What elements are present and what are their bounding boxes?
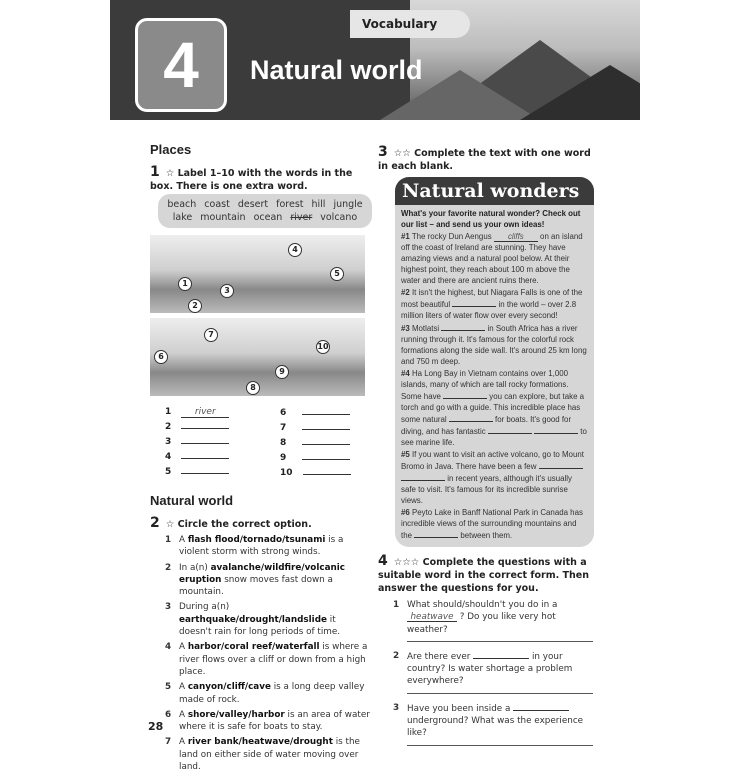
answer-line[interactable] — [407, 745, 593, 746]
places-heading: Places — [150, 142, 192, 157]
exercise-2-items — [165, 534, 370, 776]
blank-input[interactable] — [443, 390, 487, 399]
option-set[interactable]: canyon/cliff/cave — [187, 682, 271, 693]
page-number: 28 — [148, 720, 164, 733]
article-paragraph: #2 It isn't the highest, but Niagara Falls is one of the most beautiful in the world – over 2.8 million liters of water flow over every second! — [401, 288, 583, 320]
exercise-2-item: 4 A harbor/coral reef/waterfall is where a river flows over a cliff or down from a high place. — [165, 642, 368, 677]
article-title: Natural wonders — [395, 177, 594, 205]
blank-input[interactable] — [401, 472, 445, 481]
answer-input[interactable] — [181, 464, 229, 474]
exercise-1-instruction: 1 ☆ Label 1–10 with the words in the box. There is one extra word. — [150, 164, 353, 192]
blank-input[interactable] — [452, 298, 496, 307]
exercise-2-item: 7 A river bank/heatwave/drought is the land on either side of water moving over land. — [165, 737, 360, 773]
option-set[interactable]: river bank/heatwave/drought — [187, 737, 333, 748]
vocabulary-tab: Vocabulary — [350, 10, 470, 38]
answer-line[interactable] — [407, 641, 593, 642]
natural-wonders-article — [395, 177, 594, 547]
unit-number: 4 — [135, 18, 227, 112]
article-paragraph: #5 If you want to visit an active volcano, go to Mount Bromo in Java. There have been a few in recent years, although it's usually safe to visit. It's famous for its incredible sunrise views. — [401, 450, 584, 505]
option-set[interactable]: harbor/coral reef/waterfall — [187, 642, 320, 653]
blank-input[interactable]: cliffs — [494, 233, 538, 242]
exercise-4-questions: 1 What should/shouldn't you do in a heatwave ? Do you like very hot weather? 2 Are there ever in your country? Is water shortage a problem everywhere? 3 Have you been inside a underground? What was the experience like? — [393, 599, 598, 754]
blank-input[interactable] — [473, 650, 529, 659]
option-set[interactable]: avalanche/wildfire/volcanic eruption — [179, 562, 345, 585]
answers-col-1: 1 river 2 3 4 5 — [165, 405, 229, 479]
article-intro: What's your favorite natural wonder? Check out our list – and send us your own ideas! — [401, 209, 581, 229]
exercise-2-item: 3 During a(n) earthquake/drought/landslide it doesn't rain for long periods of time. — [165, 602, 341, 638]
exercise-4-instruction: 4 ☆☆☆ Complete the questions with a suitable word in the correct form. Then answer the questions for you. — [378, 553, 589, 594]
blank-input[interactable] — [414, 529, 458, 538]
option-set[interactable]: shore/valley/harbor — [187, 709, 285, 720]
article-paragraph: #4 Ha Long Bay in Vietnam contains over 1,000 islands, many of which are tall rocky formations. Some have you can explore, but take a torch and go with a guide. This incredible place has some natural for boats. It's good for diving, and has fantastic to see marine life. — [401, 369, 587, 447]
exercise-2-item: 1 A flash flood/tornado/tsunami is a violent storm with strong winds. — [165, 535, 344, 558]
blank-input[interactable] — [534, 425, 578, 434]
article-paragraph: #6 Peyto Lake in Banff National Park in Canada has incredible views of the surrounding mountains and the between them. — [401, 508, 583, 540]
answer-input[interactable] — [302, 435, 350, 445]
option-set[interactable]: earthquake/drought/landslide — [179, 614, 327, 625]
answer-input[interactable] — [181, 419, 229, 429]
exercise-2-item: 6 A shore/valley/harbor is an area of water where it is safe for boats to stay. — [165, 709, 370, 733]
unit-title: Natural world — [250, 55, 423, 85]
answer-input[interactable] — [302, 405, 350, 415]
answer-line[interactable] — [407, 693, 593, 694]
option-set[interactable]: flash flood/tornado/tsunami — [187, 535, 326, 545]
right-column — [378, 146, 600, 754]
answer-input[interactable] — [302, 420, 350, 430]
exercise-2-item: 2 In a(n) avalanche/wildfire/volcanic eruption snow moves fast down a mountain. — [165, 562, 345, 598]
answers-col-2: 6 7 8 9 10 — [280, 405, 351, 480]
answer-input[interactable]: river — [181, 408, 229, 418]
blank-input[interactable] — [441, 322, 485, 331]
blank-input[interactable] — [488, 425, 532, 434]
answer-input[interactable] — [181, 434, 229, 444]
blank-input[interactable] — [449, 413, 493, 422]
article-paragraph: #1 The rocky Dun Aengus cliffs on an island off the coast of Ireland are stunning. They have amazing views and a natural pool below. At their highest point, they reach about 100 m above the water and there are ancient ruins there. — [401, 232, 583, 285]
blank-input[interactable] — [539, 460, 583, 469]
answer-input[interactable] — [303, 465, 351, 475]
exercise-2-item: 5 A canyon/cliff/cave is a long deep valley made of rock. — [165, 682, 365, 705]
answer-input[interactable] — [302, 450, 350, 460]
word-box: beach coast desert forest hill jungle lake mountain ocean river volcano — [158, 194, 372, 228]
answer-input[interactable] — [181, 449, 229, 459]
blank-input[interactable]: heatwave — [407, 613, 457, 622]
landscape-photo-1: 1 2 3 4 5 — [150, 235, 365, 313]
exercise-2-instruction: 2 ☆ Circle the correct option. — [150, 515, 312, 531]
natural-world-heading: Natural world — [150, 493, 234, 508]
landscape-photo-2: 6 7 8 9 10 — [150, 318, 365, 396]
article-paragraph: #3 Motlatsi in South Africa has a river running through it. It's famous for the colorful rock formations along the side wall. It's around 25 km long and 750 m deep. — [401, 324, 587, 366]
blank-input[interactable] — [513, 702, 569, 711]
exercise-3-instruction: 3 ☆☆ Complete the text with one word in each blank. — [378, 144, 591, 172]
